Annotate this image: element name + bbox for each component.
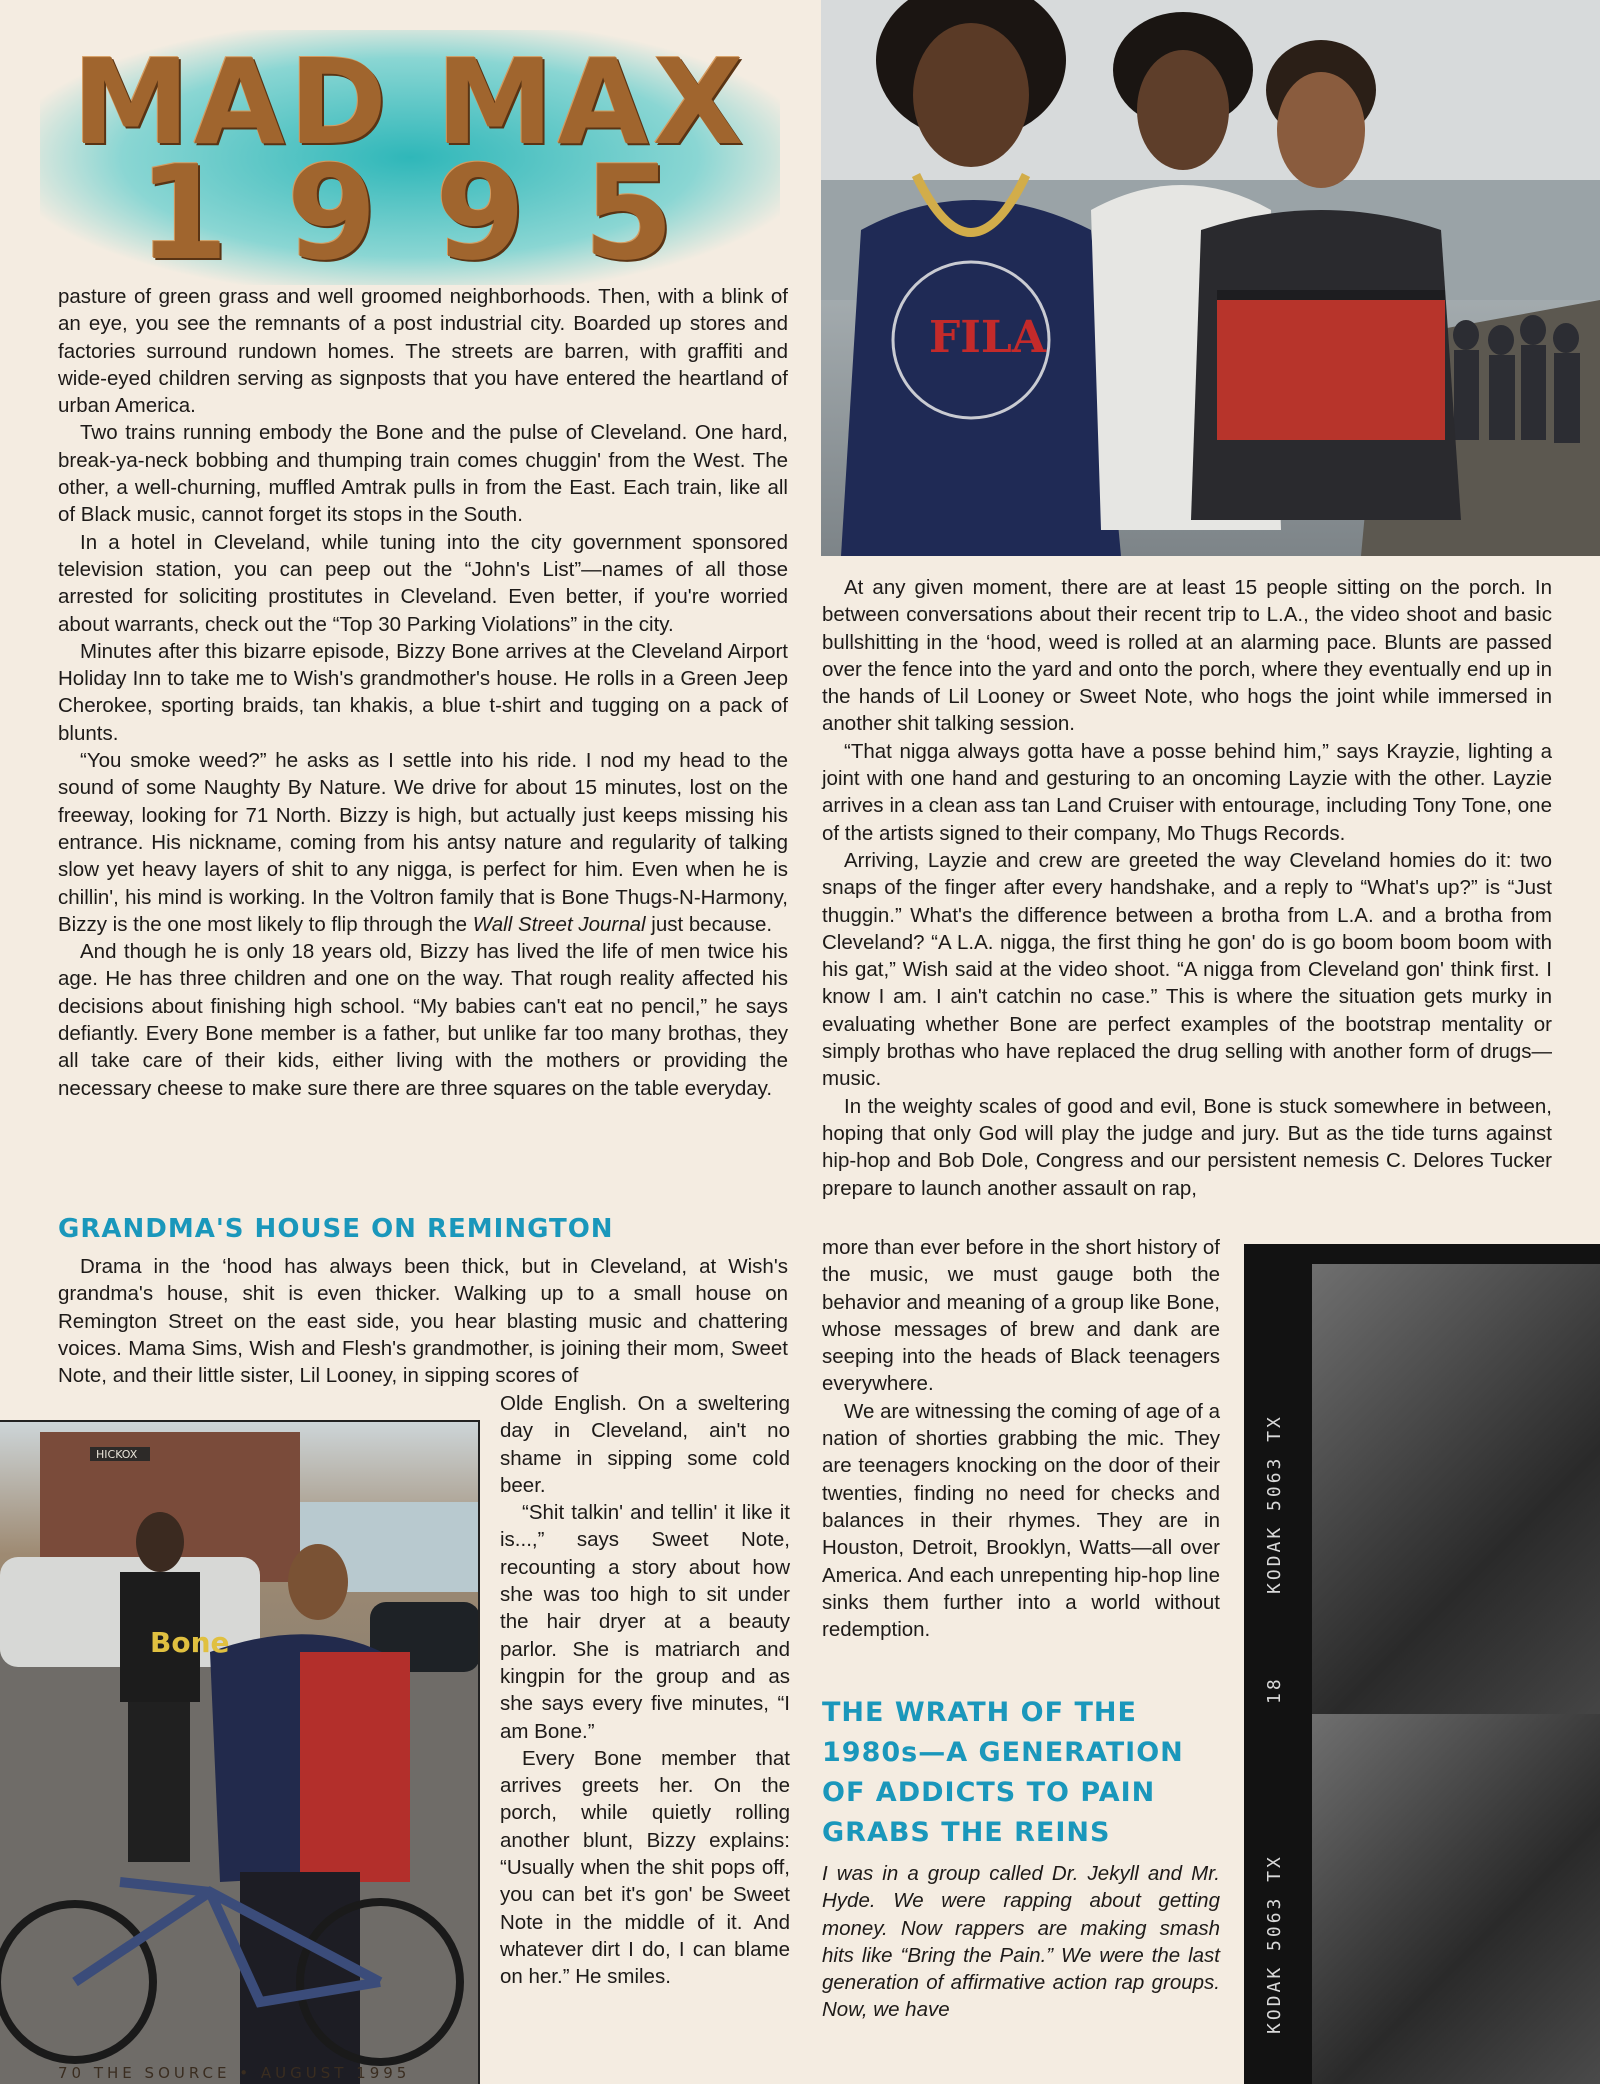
bone-shirt-text: Bone [150, 1626, 230, 1659]
right-column [822, 574, 1552, 1202]
paragraph-text: “You smoke weed?” he asks as I settle into his ride. I nod my head to the sound of some Naughty By Nature. We drive for about 15 minutes, lost on the freeway, looking for 71 North. Bizzy is high, but actually just keeps missing his entrance. His nickname, coming from his antsy nature and regularity of talking slow yet heavy layers of shit to any nigga, is perfect for him. Even when he is chillin', his mind is working. In the Voltron family that is Bone Thugs-N-Harmony, Bizzy is the one most likely to flip through the [58, 749, 788, 936]
paragraph: Minutes after this bizarre episode, Bizzy Bone arrives at the Cleveland Airport Holiday Inn to take me to Wish's grandmother's house. He rolls in a Green Jeep Cherokee, sporting braids, tan khakis, a blue t-shirt and tugging on a pack of blunts. [58, 639, 788, 745]
paragraph: “Shit talkin' and tellin' it like it is...,” says Sweet Note, recounting a story about how she was too high to sit under the hair dryer at a beauty parlor. She is matriarch and kingpin for the group and as she says every five minutes, “I am Bone.” [500, 1501, 790, 1743]
fila-logo: FILA [929, 312, 1046, 363]
section-heading: THE WRATH OF THE 1980s—A GENERATION OF ADDICTS TO PAIN GRABS THE REINS [822, 1697, 1184, 1848]
narrow-column [500, 1390, 790, 1991]
film-frame-2 [1312, 1714, 1600, 2084]
quote-italic: I was in a group called Dr. Jekyll and Mr. Hyde. We were rapping about getting money. Now rappers are making smash hits like “Bring the Pain.” We were the last generation of affirmative action rap groups. Now, we have [822, 1862, 1220, 2022]
bike-photo [0, 1420, 480, 2084]
page-footer: 70 THE SOURCE • AUGUST 1995 [58, 2064, 411, 2082]
left-column-continued [58, 1253, 788, 1389]
paragraph: Drama in the ‘hood has always been thick, but in Cleveland, at Wish's grandma's house, shit is even thicker. Walking up to a small house on Remington Street on the east side, you hear blasting music and chattering voices. Mama Sims, Wish and Flesh's grandmother, is joining their mom, Sweet Note, and their little sister, Lil Looney, in sipping scores of [58, 1255, 788, 1388]
street-sign: HICKOX [96, 1448, 138, 1461]
film-label-1: KODAK 5063 TX [1264, 1414, 1285, 1594]
group-photo [821, 0, 1600, 556]
paragraph: And though he is only 18 years old, Bizzy has lived the life of men twice his age. He has three children and one on the way. That rough reality affected his decisions about finishing high school. “My babies can't eat no pencil,” he says defiantly. Every Bone member is a father, but unlike far too many brothas, they all take care of their kids, either living with the mothers or providing the necessary cheese to make sure there are three squares on the table everyday. [58, 940, 788, 1100]
paragraph: “That nigga always gotta have a posse behind him,” says Krayzie, lighting a joint with one hand and gesturing to an oncoming Layzie with the other. Layzie arrives in a clean ass tan Land Cruiser with entourage, including Tony Tone, one of the artists signed to their company, Mo Thugs Records. [822, 739, 1552, 845]
film-strip [1244, 1244, 1600, 2084]
paragraph: In the weighty scales of good and evil, Bone is stuck somewhere in between, hoping that only God will play the judge and jury. But as the tide turns against hip-hop and Bob Dole, Congress and our persistent nemesis C. Delores Tucker prepare to launch another assault on rap, [822, 1094, 1552, 1200]
paragraph: Every Bone member that arrives greets her. On the porch, while quietly rolling another blunt, Bizzy explains: “Usually when the shit pops off, you can bet it's gon' be Sweet Note in the middle of it. And whatever dirt I do, I can blame on her.” He smiles. [500, 1746, 790, 1989]
group-photo-illustration [821, 0, 1600, 556]
paragraph: We are witnessing the coming of age of a nation of shorties grabbing the mic. They are teenagers knocking on the door of their twenties, finding no need for checks and balances in their rhymes. They are in Houston, Detroit, Brooklyn, Watts—all over America. And each unrepenting hip-hop line sinks them further into a world without redemption. [822, 1399, 1220, 1642]
paragraph: At any given moment, there are at least 15 people sitting on the porch. In between conversations about their recent trip to L.A., the video shoot and basic bullshitting in the ‘hood, weed is rolled at an alarming pace. Blunts are passed over the fence into the yard and onto the porch, where they eventually end up in the hands of Lil Looney or Sweet Note, who hogs the joint while immersed in another shit talking session. [822, 576, 1552, 736]
paragraph [58, 747, 788, 938]
paragraph-text: just because. [645, 912, 773, 936]
bike-photo-illustration [0, 1422, 480, 2084]
article-title [40, 30, 780, 289]
middle-right-column [822, 1234, 1220, 1643]
film-frame-number: 18 [1264, 1676, 1285, 1704]
paragraph: more than ever before in the short history of the music, we must gauge both the behavior and meaning of a group like Bone, whose messages of brew and dank are seeping into the heads of Black teenagers everywhere. [822, 1236, 1220, 1396]
paragraph: Arriving, Layzie and crew are greeted the way Cleveland homies do it: two snaps of the finger after every handshake, and a reply to “What's up?” is “Just thuggin.” What's the difference between a brotha from L.A. and a brotha from Cleveland? “A L.A. nigga, the first thing he gon' do is go boom boom boom with his gat,” Wish said at the video shoot. “A nigga from Cleveland gon' think first. I know I am. I ain't catchin no case.” This is where the situation gets murky in evaluating whether Bone are perfect examples of the bootstrap mentality or simply brothas who have replaced the drug selling with another form of drugs—music. [822, 848, 1552, 1091]
publication-name: Wall Street Journal [472, 912, 646, 936]
paragraph: In a hotel in Cleveland, while tuning into the city government sponsored television station, you can peep out the “John's List”—names of all those arrested for soliciting prostitutes in Cleveland. Even better, if you're worried about warrants, check out the “Top 30 Parking Violations” in the city. [58, 530, 788, 636]
quote-text [822, 1860, 1220, 2024]
film-frame-1 [1312, 1264, 1600, 1764]
paragraph: Two trains running embody the Bone and the pulse of Cleveland. One hard, break-ya-neck bobbing and thumping train comes chuggin' from the West. The other, a well-churning, muffled Amtrak pulls in from the East. Each train, like all of Black music, cannot forget its stops in the South. [58, 421, 788, 527]
pull-quote [822, 1860, 1220, 2024]
section-heading: GRANDMA'S HOUSE ON REMINGTON [58, 1214, 614, 1244]
title-line-2: 1995 [138, 137, 732, 289]
left-column [58, 283, 788, 1102]
paragraph: pasture of green grass and well groomed neighborhoods. Then, with a blink of an eye, you see the remnants of a post industrial city. Boarded up stores and factories surround rundown homes. The streets are barren, with graffiti and wide-eyed children serving as signposts that you have entered the heartland of urban America. [58, 285, 788, 418]
paragraph: Olde English. On a sweltering day in Cleveland, ain't no shame in sipping some cold beer. [500, 1392, 790, 1497]
title-line-1: MAD MAX [72, 33, 748, 171]
film-label-2: KODAK 5063 TX [1264, 1854, 1285, 2034]
